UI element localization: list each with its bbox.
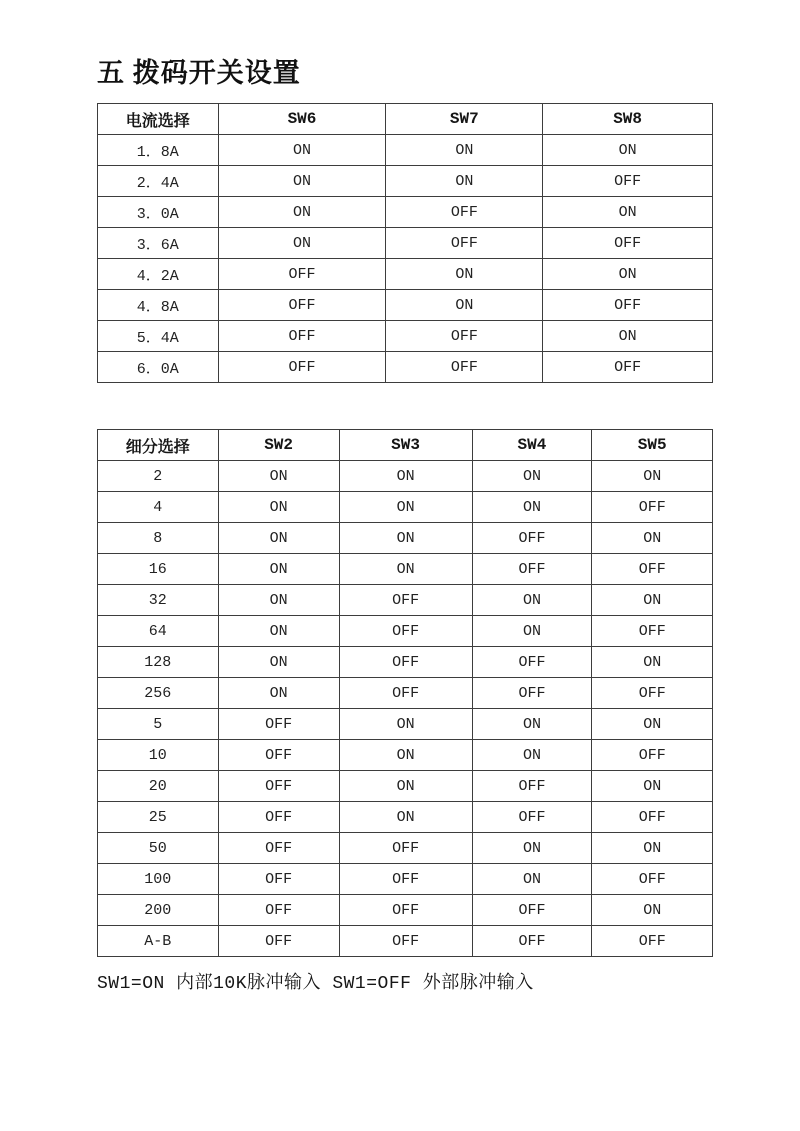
table-cell: ON bbox=[386, 259, 543, 290]
table-row bbox=[98, 585, 713, 616]
table-cell: ON bbox=[339, 802, 472, 833]
column-header: SW7 bbox=[386, 104, 543, 135]
table-cell: 3．0A bbox=[98, 197, 219, 228]
table-cell: ON bbox=[543, 259, 713, 290]
table-cell: OFF bbox=[543, 352, 713, 383]
table-cell: ON bbox=[543, 321, 713, 352]
column-header: SW3 bbox=[339, 430, 472, 461]
table-row bbox=[98, 926, 713, 957]
table-cell: ON bbox=[386, 290, 543, 321]
table-cell: 1．8A bbox=[98, 135, 219, 166]
table-cell: 5 bbox=[98, 709, 219, 740]
table-cell: ON bbox=[592, 771, 713, 802]
table-row bbox=[98, 228, 713, 259]
table-cell: OFF bbox=[472, 647, 592, 678]
table-cell: 3．6A bbox=[98, 228, 219, 259]
table-cell: ON bbox=[218, 461, 339, 492]
table-cell: OFF bbox=[592, 864, 713, 895]
table-cell: ON bbox=[472, 616, 592, 647]
table-cell: OFF bbox=[386, 228, 543, 259]
table-cell: ON bbox=[592, 895, 713, 926]
table-cell: ON bbox=[339, 492, 472, 523]
table-cell: ON bbox=[339, 523, 472, 554]
table-row bbox=[98, 864, 713, 895]
table-cell: OFF bbox=[472, 802, 592, 833]
table-row bbox=[98, 290, 713, 321]
microstep-table-header-row bbox=[98, 430, 713, 461]
microstep-selection-table bbox=[97, 429, 713, 957]
table-row bbox=[98, 523, 713, 554]
column-header: SW4 bbox=[472, 430, 592, 461]
table-cell: OFF bbox=[386, 197, 543, 228]
table-cell: OFF bbox=[218, 926, 339, 957]
sw1-pulse-note: SW1=ON 内部10K脉冲输入 SW1=OFF 外部脉冲输入 bbox=[97, 974, 534, 995]
column-header: SW2 bbox=[218, 430, 339, 461]
table-row bbox=[98, 259, 713, 290]
table-cell: OFF bbox=[592, 740, 713, 771]
table-cell: OFF bbox=[218, 709, 339, 740]
table-cell: ON bbox=[472, 709, 592, 740]
table-cell: OFF bbox=[592, 678, 713, 709]
table-cell: OFF bbox=[218, 321, 386, 352]
table-cell: ON bbox=[339, 461, 472, 492]
current-table-header-row bbox=[98, 104, 713, 135]
table-cell: ON bbox=[592, 833, 713, 864]
table-cell: 16 bbox=[98, 554, 219, 585]
table-cell: ON bbox=[472, 864, 592, 895]
table-cell: ON bbox=[218, 585, 339, 616]
table-cell: 256 bbox=[98, 678, 219, 709]
table-cell: 64 bbox=[98, 616, 219, 647]
table-row bbox=[98, 352, 713, 383]
column-header: SW5 bbox=[592, 430, 713, 461]
table-cell: OFF bbox=[592, 492, 713, 523]
column-header: 细分选择 bbox=[98, 430, 219, 461]
table-cell: OFF bbox=[218, 771, 339, 802]
table-cell: OFF bbox=[472, 523, 592, 554]
table-cell: 4．2A bbox=[98, 259, 219, 290]
table-cell: ON bbox=[543, 197, 713, 228]
table-cell: OFF bbox=[218, 864, 339, 895]
table-row bbox=[98, 709, 713, 740]
table-cell: 8 bbox=[98, 523, 219, 554]
table-cell: ON bbox=[218, 647, 339, 678]
table-row bbox=[98, 895, 713, 926]
table-cell: OFF bbox=[218, 802, 339, 833]
table-cell: ON bbox=[592, 523, 713, 554]
table-cell: OFF bbox=[218, 740, 339, 771]
table-cell: OFF bbox=[543, 166, 713, 197]
table-cell: ON bbox=[218, 197, 386, 228]
table-cell: 6．0A bbox=[98, 352, 219, 383]
table-cell: 128 bbox=[98, 647, 219, 678]
table-row bbox=[98, 461, 713, 492]
table-cell: ON bbox=[592, 709, 713, 740]
table-row bbox=[98, 802, 713, 833]
table-cell: OFF bbox=[386, 321, 543, 352]
table-cell: ON bbox=[472, 461, 592, 492]
table-cell: ON bbox=[386, 166, 543, 197]
table-cell: ON bbox=[592, 647, 713, 678]
table-cell: ON bbox=[339, 740, 472, 771]
table-cell: OFF bbox=[592, 554, 713, 585]
table-cell: 20 bbox=[98, 771, 219, 802]
table-cell: ON bbox=[386, 135, 543, 166]
table-row bbox=[98, 321, 713, 352]
table-row bbox=[98, 492, 713, 523]
table-cell: ON bbox=[472, 585, 592, 616]
table-cell: ON bbox=[218, 135, 386, 166]
table-cell: ON bbox=[592, 585, 713, 616]
table-cell: 100 bbox=[98, 864, 219, 895]
table-cell: OFF bbox=[543, 228, 713, 259]
table-cell: OFF bbox=[472, 554, 592, 585]
table-row bbox=[98, 740, 713, 771]
table-cell: 2．4A bbox=[98, 166, 219, 197]
table-cell: OFF bbox=[339, 833, 472, 864]
table-cell: OFF bbox=[218, 290, 386, 321]
table-cell: OFF bbox=[339, 864, 472, 895]
table-cell: ON bbox=[218, 492, 339, 523]
table-cell: 32 bbox=[98, 585, 219, 616]
column-header: SW6 bbox=[218, 104, 386, 135]
table-row bbox=[98, 678, 713, 709]
table-cell: ON bbox=[339, 709, 472, 740]
table-cell: 200 bbox=[98, 895, 219, 926]
table-cell: 4．8A bbox=[98, 290, 219, 321]
table-cell: ON bbox=[592, 461, 713, 492]
table-cell: ON bbox=[218, 166, 386, 197]
table-cell: ON bbox=[543, 135, 713, 166]
table-row bbox=[98, 135, 713, 166]
table-cell: ON bbox=[218, 554, 339, 585]
table-row bbox=[98, 554, 713, 585]
table-cell: OFF bbox=[339, 616, 472, 647]
table-row bbox=[98, 616, 713, 647]
table-cell: OFF bbox=[386, 352, 543, 383]
table-cell: ON bbox=[218, 616, 339, 647]
table-cell: 25 bbox=[98, 802, 219, 833]
table-cell: ON bbox=[339, 554, 472, 585]
table-cell: ON bbox=[218, 678, 339, 709]
table-cell: OFF bbox=[472, 678, 592, 709]
table-cell: ON bbox=[339, 771, 472, 802]
table-cell: OFF bbox=[339, 585, 472, 616]
table-cell: OFF bbox=[472, 771, 592, 802]
table-cell: A-B bbox=[98, 926, 219, 957]
table-cell: ON bbox=[218, 523, 339, 554]
table-cell: 5．4A bbox=[98, 321, 219, 352]
table-cell: 50 bbox=[98, 833, 219, 864]
table-cell: ON bbox=[472, 740, 592, 771]
table-row bbox=[98, 833, 713, 864]
table-cell: OFF bbox=[218, 833, 339, 864]
table-cell: OFF bbox=[339, 895, 472, 926]
table-cell: 4 bbox=[98, 492, 219, 523]
table-cell: ON bbox=[218, 228, 386, 259]
table-row bbox=[98, 166, 713, 197]
table-cell: OFF bbox=[592, 802, 713, 833]
table-cell: OFF bbox=[472, 926, 592, 957]
table-cell: OFF bbox=[472, 895, 592, 926]
table-cell: OFF bbox=[339, 926, 472, 957]
table-cell: 10 bbox=[98, 740, 219, 771]
current-selection-table bbox=[97, 103, 713, 383]
table-cell: 2 bbox=[98, 461, 219, 492]
section-title: 五 拨码开关设置 bbox=[97, 58, 301, 88]
table-cell: OFF bbox=[339, 647, 472, 678]
table-cell: OFF bbox=[218, 895, 339, 926]
table-cell: OFF bbox=[218, 259, 386, 290]
column-header: SW8 bbox=[543, 104, 713, 135]
table-cell: ON bbox=[472, 833, 592, 864]
table-row bbox=[98, 771, 713, 802]
table-cell: OFF bbox=[339, 678, 472, 709]
table-row bbox=[98, 647, 713, 678]
column-header: 电流选择 bbox=[98, 104, 219, 135]
table-cell: OFF bbox=[218, 352, 386, 383]
table-cell: ON bbox=[472, 492, 592, 523]
table-cell: OFF bbox=[592, 926, 713, 957]
table-cell: OFF bbox=[592, 616, 713, 647]
table-cell: OFF bbox=[543, 290, 713, 321]
table-row bbox=[98, 197, 713, 228]
